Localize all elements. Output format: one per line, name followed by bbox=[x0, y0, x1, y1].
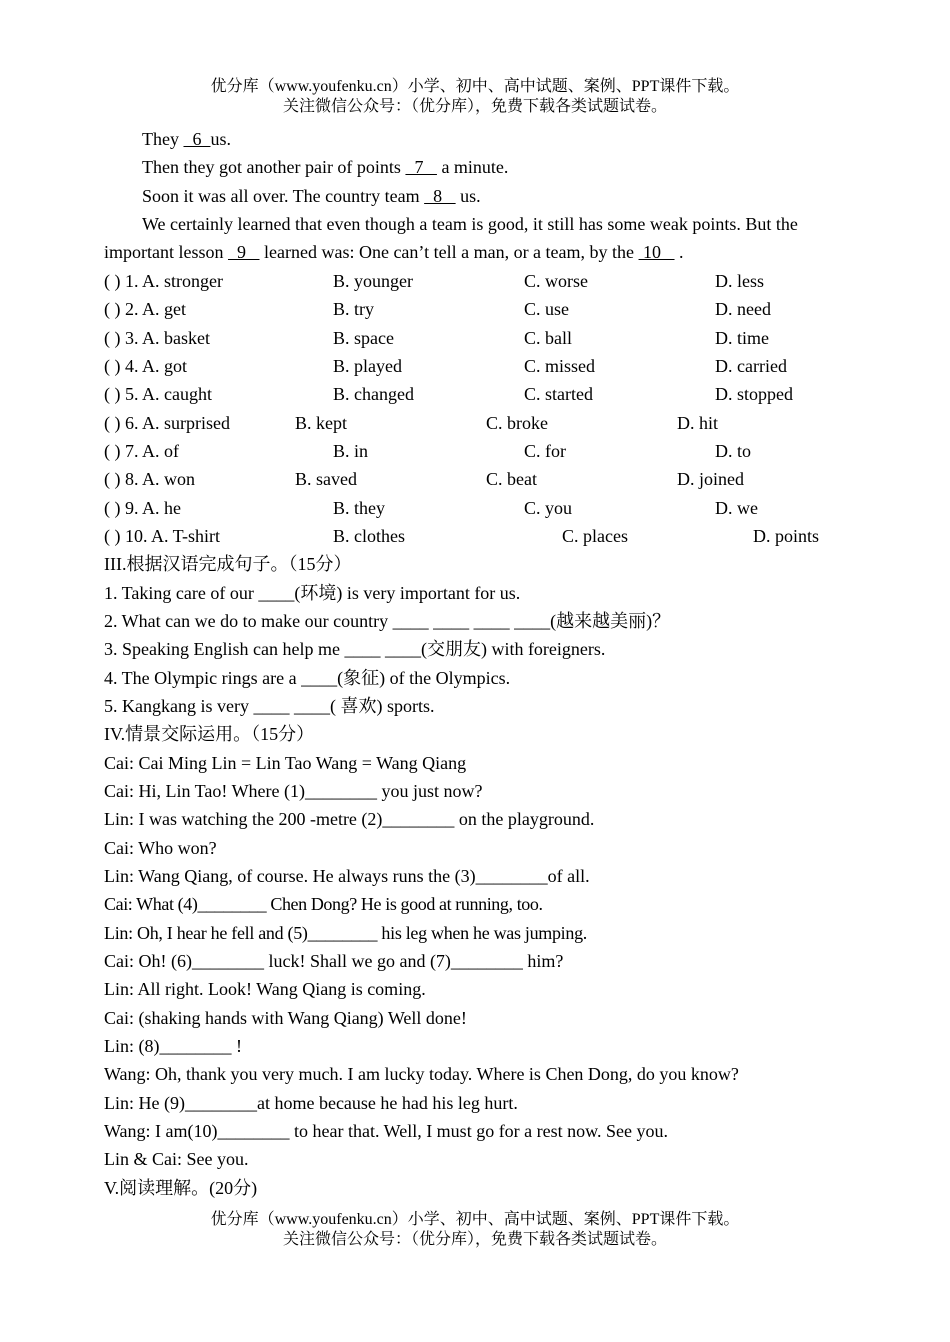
sentence-item-5: 5. Kangkang is very ____ ____( 喜欢) sports. bbox=[104, 696, 435, 716]
choice-option-c: C. you bbox=[524, 498, 573, 518]
choice-option-c: C. broke bbox=[486, 413, 548, 433]
choice-option-b: B. younger bbox=[333, 271, 413, 291]
choice-option-b: B. played bbox=[333, 356, 402, 376]
blank-8: 8 bbox=[424, 186, 456, 206]
passage-line-9b: important lesson 9 learned was: One can’t tell a man, or a team, by the 10 . bbox=[104, 242, 684, 262]
dialogue-line-4: Cai: Who won? bbox=[104, 838, 217, 858]
choice-option-a: ( ) 7. A. of bbox=[104, 441, 179, 461]
choice-option-b: B. in bbox=[333, 441, 369, 461]
footer-line-1: 优分库（www.youfenku.cn）小学、初中、高中试题、案例、PPT课件下载。 bbox=[210, 1211, 740, 1228]
choice-option-d: D. points bbox=[753, 526, 820, 546]
choice-option-c: C. ball bbox=[524, 328, 572, 348]
dialogue-line-9: Lin: All right. Look! Wang Qiang is coming. bbox=[104, 979, 426, 999]
choice-option-b: B. changed bbox=[333, 384, 414, 404]
dialogue-line-8: Cai: Oh! (6)________ luck! Shall we go and (7)________ him? bbox=[104, 951, 564, 971]
choice-option-d: D. hit bbox=[677, 413, 719, 433]
sentence-item-4: 4. The Olympic rings are a ____(象征) of the Olympics. bbox=[104, 668, 511, 688]
choice-option-c: C. beat bbox=[486, 469, 537, 489]
dialogue-line-7: Lin: Oh, I hear he fell and (5)________ his leg when he was jumping. bbox=[104, 923, 587, 943]
section-5-title: V.阅读理解。(20分) bbox=[104, 1178, 258, 1198]
passage-line-9a: We certainly learned that even though a team is good, it still has some weak points. But the bbox=[142, 214, 798, 234]
section-3-title: III.根据汉语完成句子。（15分） bbox=[104, 554, 352, 574]
passage-line-6: They 6 us. bbox=[142, 129, 231, 149]
choice-option-a: ( ) 5. A. caught bbox=[104, 384, 212, 404]
choice-option-b: B. kept bbox=[295, 413, 347, 433]
sentence-item-2: 2. What can we do to make our country ____ ____ ____ ____(越来越美丽)？ bbox=[104, 611, 671, 631]
choice-option-a: ( ) 10. A. T-shirt bbox=[104, 526, 221, 546]
blank-6: 6 bbox=[183, 129, 211, 149]
choice-option-a: ( ) 2. A. get bbox=[104, 299, 186, 319]
passage-line-7: Then they got another pair of points 7 a minute. bbox=[142, 157, 509, 177]
choice-option-d: D. less bbox=[715, 271, 764, 291]
choice-option-d: D. joined bbox=[677, 469, 744, 489]
dialogue-line-3: Lin: I was watching the 200 -metre (2)________ on the playground. bbox=[104, 809, 595, 829]
choice-option-a: ( ) 3. A. basket bbox=[104, 328, 210, 348]
choice-option-a: ( ) 8. A. won bbox=[104, 469, 195, 489]
dialogue-line-6: Cai: What (4)________ Chen Dong? He is good at running, too. bbox=[104, 894, 543, 914]
blank-7: 7 bbox=[405, 157, 437, 177]
choice-option-d: D. to bbox=[715, 441, 751, 461]
blank-9: 9 bbox=[228, 242, 260, 262]
page-header bbox=[0, 77, 950, 117]
choice-option-a: ( ) 1. A. stronger bbox=[104, 271, 223, 291]
choice-option-a: ( ) 9. A. he bbox=[104, 498, 181, 518]
dialogue-line-1: Cai: Cai Ming Lin = Lin Tao Wang = Wang Qiang bbox=[104, 753, 467, 773]
choice-option-a: ( ) 6. A. surprised bbox=[104, 413, 230, 433]
choice-option-d: D. need bbox=[715, 299, 771, 319]
dialogue-line-11: Lin: (8)________ ! bbox=[104, 1036, 242, 1056]
footer-line-2: 关注微信公众号：（优分库），免费下载各类试题试卷。 bbox=[282, 1231, 667, 1248]
choice-option-b: B. space bbox=[333, 328, 394, 348]
choice-option-d: D. stopped bbox=[715, 384, 793, 404]
choice-option-c: C. started bbox=[524, 384, 593, 404]
choice-option-a: ( ) 4. A. got bbox=[104, 356, 187, 376]
choice-option-b: B. saved bbox=[295, 469, 357, 489]
blank-10: 10 bbox=[638, 242, 675, 262]
dialogue-line-10: Cai: (shaking hands with Wang Qiang) Well done! bbox=[104, 1008, 467, 1028]
dialogue-line-15: Lin & Cai: See you. bbox=[104, 1149, 249, 1169]
choice-option-b: B. clothes bbox=[333, 526, 405, 546]
choice-option-d: D. carried bbox=[715, 356, 787, 376]
choice-option-b: B. try bbox=[333, 299, 375, 319]
choice-option-c: C. for bbox=[524, 441, 566, 461]
choice-option-d: D. we bbox=[715, 498, 758, 518]
dialogue-line-12: Wang: Oh, thank you very much. I am lucky today. Where is Chen Dong, do you know? bbox=[104, 1064, 739, 1084]
choice-option-b: B. they bbox=[333, 498, 385, 518]
sentence-item-3: 3. Speaking English can help me ____ ____(交朋友) with foreigners. bbox=[104, 639, 606, 659]
dialogue-line-5: Lin: Wang Qiang, of course. He always runs the (3)________of all. bbox=[104, 866, 590, 886]
dialogue-line-14: Wang: I am(10)________ to hear that. Well, I must go for a rest now. See you. bbox=[104, 1121, 668, 1141]
choice-option-d: D. time bbox=[715, 328, 769, 348]
choice-option-c: C. places bbox=[562, 526, 628, 546]
sentence-item-1: 1. Taking care of our ____(环境) is very important for us. bbox=[104, 583, 521, 603]
header-line-1: 优分库（www.youfenku.cn）小学、初中、高中试题、案例、PPT课件下载。 bbox=[210, 78, 740, 95]
header-line-2: 关注微信公众号：（优分库），免费下载各类试题试卷。 bbox=[282, 98, 667, 115]
dialogue-line-2: Cai: Hi, Lin Tao! Where (1)________ you just now? bbox=[104, 781, 483, 801]
page-footer bbox=[0, 1210, 950, 1250]
choice-option-c: C. worse bbox=[524, 271, 588, 291]
section-4-title: IV.情景交际运用。（15分） bbox=[104, 724, 315, 744]
choice-option-c: C. missed bbox=[524, 356, 596, 376]
passage-line-8: Soon it was all over. The country team 8 us. bbox=[142, 186, 481, 206]
dialogue-line-13: Lin: He (9)________at home because he had his leg hurt. bbox=[104, 1093, 518, 1113]
choice-option-c: C. use bbox=[524, 299, 569, 319]
